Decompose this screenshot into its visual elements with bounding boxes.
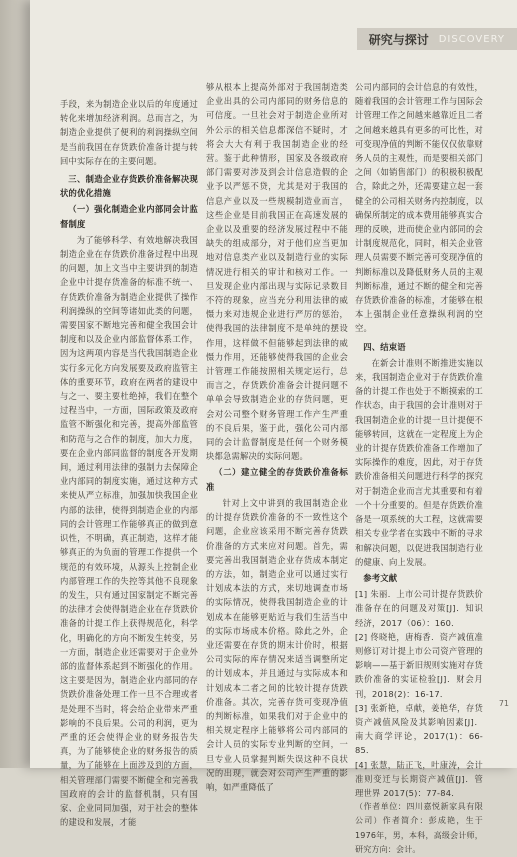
paragraph: 在新会计准则不断推进实施以来，我国制造企业对于存货跌价准备的计提工作也处于不断摸索的工作状态，由于我国的会计准则对于我国制造企业的计提一旦计提便不能够转回，这就在一定程度上为企业的计提存货跌价准备工作增加了实际操作的难度，因此，对于存货跌价准备相关问题进行科学的探究对于制造企业而言尤其重要和有着一个十分重要的。但是存货跌价准备是一项系统的大工程，这就需要相关专业学者在实践中不断的寻求和解决问题，以促进我国制造行业的健康、向上发展。	[355, 357, 483, 567]
section-title-en: DISCOVERY	[438, 33, 505, 45]
subsection-heading: （二）建立健全的存货跌价准备标准	[206, 467, 348, 492]
section-heading: 三、制造企业存货跌价准备解决现状的优化措施	[60, 174, 198, 199]
reference-item: [3] 张新艳，卓献，姜艳华，存货资产减值风险及其影响因素[J]．南大商学评论，2017(1)：66-85．	[355, 702, 483, 756]
subsection-heading: （一）强化制造企业内部同会计监督制度	[60, 204, 198, 229]
section-header	[357, 28, 517, 50]
section-heading: 四、结束语	[363, 341, 406, 352]
book-spine-shadow	[0, 0, 30, 768]
column-middle	[206, 80, 348, 794]
section-title-cn: 研究与探讨	[368, 32, 429, 47]
reference-item: [1] 朱丽．上市公司计提存货跌价准备存在的问题及对策[J]．知识经济，2017（06）：160．	[355, 589, 483, 628]
paragraph: 针对上文中讲到的我国制造企业的计提存货跌价准备的不一致性这个问题，企业应该采用不断完善存货跌价准备的方式来应对问题。首先，需要完善出我国制造企业存货成本制定的方法，如，制造企业可以通过实行计划成本法的方式，来切地调查市场的实际情况，使得我国制造企业的计划成本在能够更贴近与我们生活当中的实际市场成本价格。除此之外，企业还需要在存货的期末计价时，根据公司实际的库存情况来适当调整所定的计划成本，并且通过与实际成本和计划成本二者之间的比较计提存货跌价准备。其次，完善存货可变现净值的判断标准，如果我们对于企业中的相关规定程序上能够将公司内部同的会计人员的实际专业判断的空间，一旦专业人员掌握判断失误这种不良状况的出现，就会对公司产生严重的影响，如严重降低了	[206, 497, 348, 792]
paragraph: 公司内部同的会计信息的有效性，随着我国的会计管理工作与国际会计管理工作之间越来越靠近且二者之间越来越具有更多的可比性，对可变现净值的判断不能仅仅依靠财务人员的主观性，而是要相关部门之间（如销售部门）的积极积极配合，除此之外，还需要建立起一套健全的公司相关财务内控制度，以确保所制定的成本费用能够真实合理的反映，进而使企业内部同的会计制度规范化，同时，相关企业管理人员需要不断完善可变现净值的判断标准以及降低财务人员的主观判断标准，通过不断的健全和完善存货跌价准备的标准，才能够在根本上强制企业任意操纵利润的空空。	[355, 82, 483, 334]
page-number: 71	[498, 699, 509, 708]
paragraph: 够从根本上提高外部对于我国制造类企业出具的公司内部同的财务信息的可信度。一旦社会对于制造企业所对外公示的相关信息都深信不疑时，才将会大大有利于我国制造企业的经营。鉴于此种情形，国家及各级政府部门需要对涉及到会计信息造假的企业予以严惩不贷，尤其是对于我国的信息产业以及一些规模制造业而言，这些企业是目前我国正在高速发展的企业以及重要的经济发展过程中不能缺失的组成部分，对于他们应当更加地对信息类产业以及制造行业的实际情况进行相关的审计和核对工作。一旦发现企业内部出现与实际记录数目不符的现象，应当充分利用法律的威慑力来对违规企业进行严厉的惩治，使得我国的法律制度不是单纯的摆设作用，这样做不但能够起到法律的威慑力作用，还能够使得我国的企业会计管理工作能按照相关规定运行，总而言之，存货跌价准备会计提问题不单单会导致制造企业的存货问题，更会对公司整个财务管理工作产生严重的不良后果，鉴于此，强化公司内部同的会计监督制度是任何一个财务模块都急需解决的实际问题。	[206, 82, 348, 462]
reference-item: [2] 佟晓艳，唐梅香．资产减值准则修订对计提上市公司资产管理的影响——基于新旧规则实施对存货跌价准备的实证检验[J]．财会月刊，2018(2)：16-17．	[355, 631, 483, 699]
author-note: （作者单位：四川嘉悦新家具有限公司）作者简介：彭成艳，生于1976年，男，本科，高级会计师，研究方向：会计。	[355, 802, 483, 854]
references-heading: 参考文献	[363, 572, 398, 583]
paragraph: 为了能够科学、有效地解决我国制造企业在存货跌价准备过程中出现的问题，加上文当中主要讲到的制造企业中计提存货准备的标准不统一、存货跌价准备为制造企业提供了操作利润操纵的空间等诸如此类的问题，需要国家不断地完善和健全我国会计制度和以及企业内部监督体系工作，因为这两项内容是当代我国制造企业实行多元化方向发展要及政府监管主体的重要环节，政府在两者的建设中与之一、要主要杜绝掉，我们在整个过程当中，一方面，国际政策及政府监管不断强化和完善，提高外部监管和防范与之合作的制度，加大力度，要在企业内部同监督的制度各开发期间，通过利用法律的强制力去保障企业内部同的制度实施，通过这种方式来使从严立标准，加强加快我国企业内部的法律，使得到制造企业的内部同的会计管理工作能够真正的做到意识性，不明确，真正制造，这样才能够真正的为负面的管理工作提供一个规范的有效环境，从源头上控制企业内部管理工作的失控等其他不良现象的发生，只有通过国家制定不断完善的法律才会使得制造企业在存货跌价准备的计提工作上获得规范化，科学化，明确化的方向不断发生转变，另一方面，制造企业还需要对于企业外部的监督体系起到不断强化的作用。这主要是因为，制造企业内部同的存货跌价准备处理工作一旦不合理或者是处理不当时，将会给企业带来严重影响的不良后果。公司的利润，更为严重的还会使得企业的财务报告失真，为了能够使企业的财务报告的质量，为了能够在上面涉及到的方面，相关管理部门需要不断健全和完善我国政府的会计的监督机制，只有国家、企业同同加强，对于社会的整体的建设和发展，才能	[60, 234, 198, 828]
reference-item: [4] 张慧，陆正飞，叶康涛，会计准则变迁与长期资产减值[J]．管理世界 2017(5)：77-84．	[355, 759, 483, 798]
column-left	[60, 97, 198, 829]
paragraph: 手段，来为制造企业以后的年度通过转化来增加经济利润。总而言之，为制造企业提供了便利的利润操纵空间是当前我国在存货跌价准备计提与转回中实际存在的主要问题。	[60, 99, 198, 166]
column-right	[355, 80, 483, 857]
